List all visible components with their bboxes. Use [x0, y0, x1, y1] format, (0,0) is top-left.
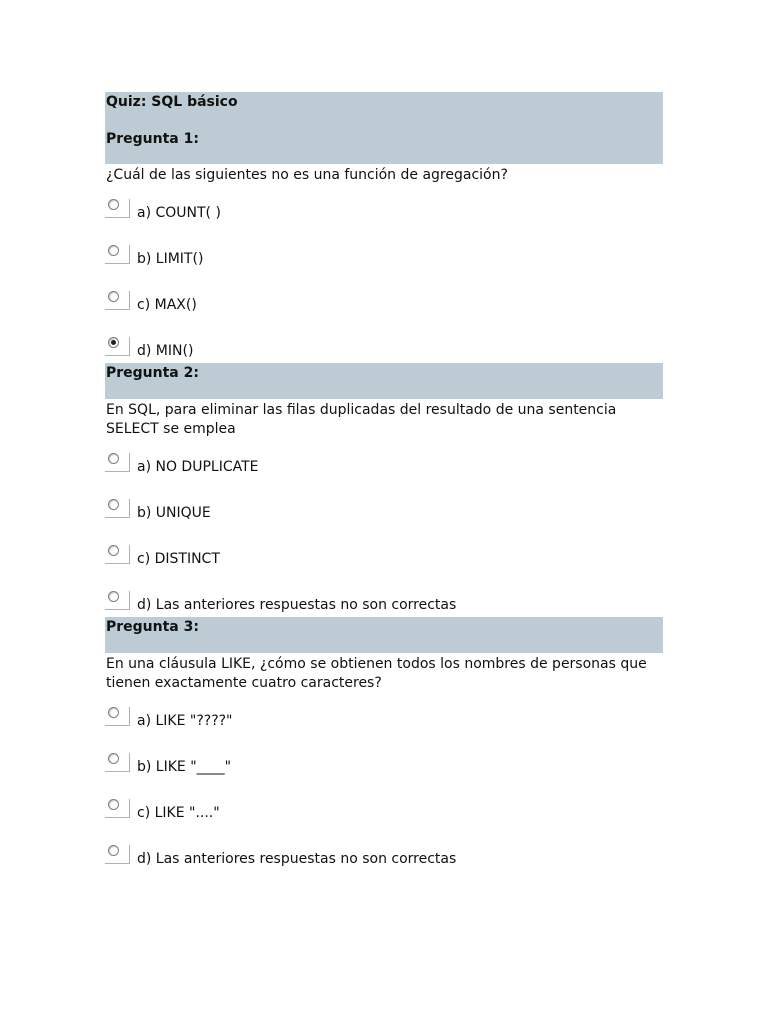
option-label: b) UNIQUE — [137, 505, 211, 521]
radio-button[interactable] — [108, 545, 119, 556]
option-label: c) MAX() — [137, 297, 197, 313]
question-2-option-c — [105, 543, 663, 589]
question-2-option-d — [105, 589, 663, 617]
radio-button[interactable] — [108, 499, 119, 510]
option-label: c) LIKE "...." — [137, 805, 220, 821]
question-2-label: Pregunta 2: — [106, 365, 199, 381]
question-3-label: Pregunta 3: — [106, 619, 199, 635]
radio-button[interactable] — [108, 245, 119, 256]
radio-button[interactable] — [108, 199, 119, 210]
question-1-text: ¿Cuál de las siguientes no es una función de agregación? — [106, 167, 508, 183]
radio-button[interactable] — [108, 845, 119, 856]
question-1-header — [105, 92, 663, 164]
question-3-option-c — [105, 797, 663, 843]
option-label: a) NO DUPLICATE — [137, 459, 259, 475]
radio-button[interactable] — [108, 753, 119, 764]
question-3-text: En una cláusula LIKE, ¿cómo se obtienen todos los nombres de personas que tienen exactamente cuatro caracteres? — [106, 656, 647, 691]
question-2-option-a — [105, 451, 663, 497]
question-3-options — [105, 705, 663, 871]
radio-button[interactable] — [108, 291, 119, 302]
question-2-option-b — [105, 497, 663, 543]
question-1-options — [105, 197, 663, 363]
quiz-container — [105, 92, 663, 871]
option-label: a) LIKE "????" — [137, 713, 233, 729]
option-label: c) DISTINCT — [137, 551, 220, 567]
option-label: d) MIN() — [137, 343, 194, 359]
question-1-option-c — [105, 289, 663, 335]
radio-button[interactable] — [108, 799, 119, 810]
question-1-option-d — [105, 335, 663, 363]
question-2-header — [105, 363, 663, 399]
question-2-text: En SQL, para eliminar las filas duplicadas del resultado de una sentencia SELECT se emplea — [106, 402, 617, 437]
question-2-options — [105, 451, 663, 617]
question-3-option-b — [105, 751, 663, 797]
option-label: d) Las anteriores respuestas no son correctas — [137, 597, 457, 613]
question-1-label: Pregunta 1: — [106, 131, 199, 147]
question-1-option-a — [105, 197, 663, 243]
radio-button[interactable] — [108, 337, 119, 348]
radio-button[interactable] — [108, 591, 119, 602]
option-label: a) COUNT( ) — [137, 205, 221, 221]
radio-button[interactable] — [108, 453, 119, 464]
question-3-option-d — [105, 843, 663, 871]
quiz-title: Quiz: SQL básico — [106, 94, 238, 110]
option-label: b) LIKE "____" — [137, 759, 232, 775]
question-3-option-a — [105, 705, 663, 751]
question-1-option-b — [105, 243, 663, 289]
radio-button[interactable] — [108, 707, 119, 718]
option-label: d) Las anteriores respuestas no son correctas — [137, 851, 457, 867]
question-3-header — [105, 617, 663, 653]
option-label: b) LIMIT() — [137, 251, 204, 267]
